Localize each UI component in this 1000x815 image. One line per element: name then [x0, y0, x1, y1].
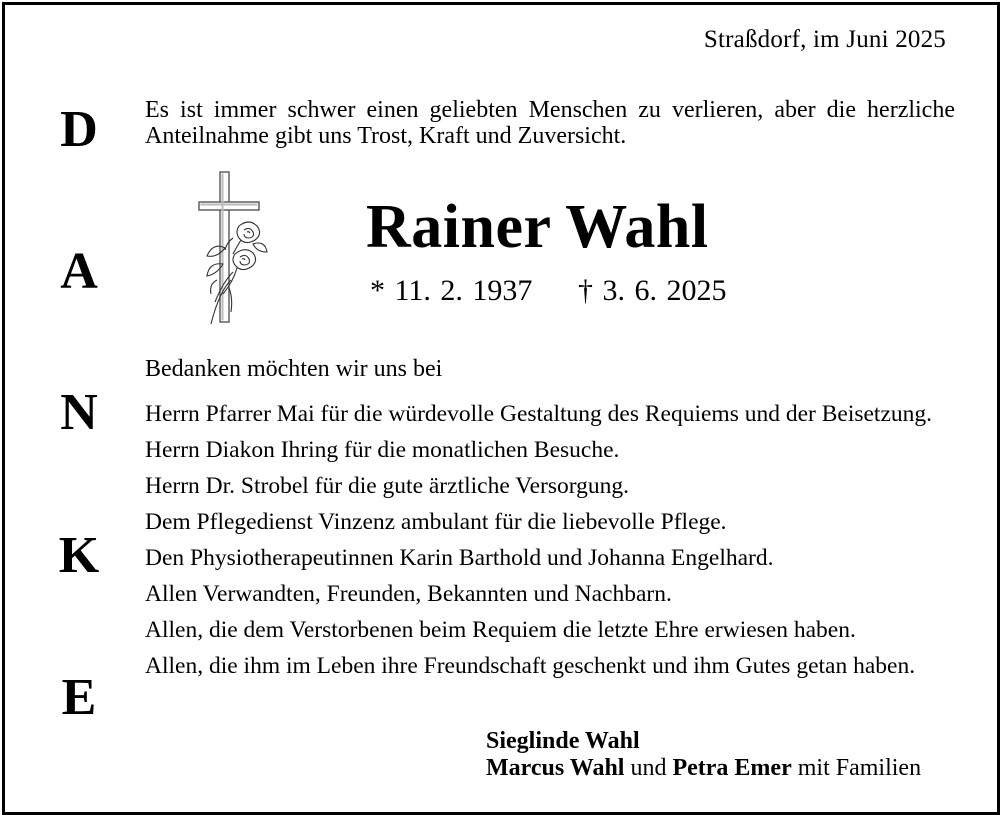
signature-block	[486, 728, 921, 782]
intro-text: Es ist immer schwer einen geliebten Menschen zu verlieren, aber die herzliche Anteilnahme gibt uns Trost, Kraft und Zuversicht.	[145, 97, 955, 149]
thanks-item: Allen, die dem Verstorbenen beim Requiem die letzte Ehre erwiesen haben.	[145, 617, 856, 643]
thanks-item: Den Physiotherapeutinnen Karin Barthold und Johanna Engelhard.	[145, 545, 774, 571]
signature-suffix: mit Familien	[791, 755, 922, 781]
danke-letter-n: N	[60, 384, 98, 441]
birth-date: * 11. 2. 1937	[370, 274, 533, 307]
cross-with-roses-icon	[195, 168, 275, 333]
thanks-item: Herrn Diakon Ihring für die monatlichen Besuche.	[145, 437, 620, 463]
danke-letter-d: D	[60, 101, 98, 158]
place-date: Straßdorf, im Juni 2025	[703, 26, 946, 53]
danke-letter-a: A	[60, 243, 98, 300]
signature-line-2	[486, 755, 921, 782]
death-date: † 3. 6. 2025	[578, 274, 727, 307]
thanks-item: Herrn Pfarrer Mai für die würdevolle Gestaltung des Requiems und der Beisetzung.	[145, 401, 933, 427]
danke-letter-e: E	[61, 669, 97, 726]
signature-name-marcus: Marcus Wahl	[486, 755, 625, 781]
thanks-heading: Bedanken möchten wir uns bei	[145, 356, 443, 382]
thanks-item: Dem Pflegedienst Vinzenz ambulant für die liebevolle Pflege.	[145, 509, 727, 535]
life-dates	[370, 274, 727, 308]
signature-and: und	[624, 755, 673, 781]
thanks-list	[145, 398, 932, 686]
thanks-item: Allen, die ihm im Leben ihre Freundschaft geschenkt und ihm Gutes getan haben.	[145, 653, 916, 679]
thanks-item: Herrn Dr. Strobel für die gute ärztliche Versorgung.	[145, 473, 630, 499]
thanks-item: Allen Verwandten, Freunden, Bekannten und Nachbarn.	[145, 581, 672, 607]
signature-line-1: Sieglinde Wahl	[486, 728, 640, 754]
danke-letter-k: K	[58, 527, 100, 584]
deceased-name: Rainer Wahl	[366, 193, 709, 261]
signature-name-petra: Petra Emer	[672, 755, 792, 781]
